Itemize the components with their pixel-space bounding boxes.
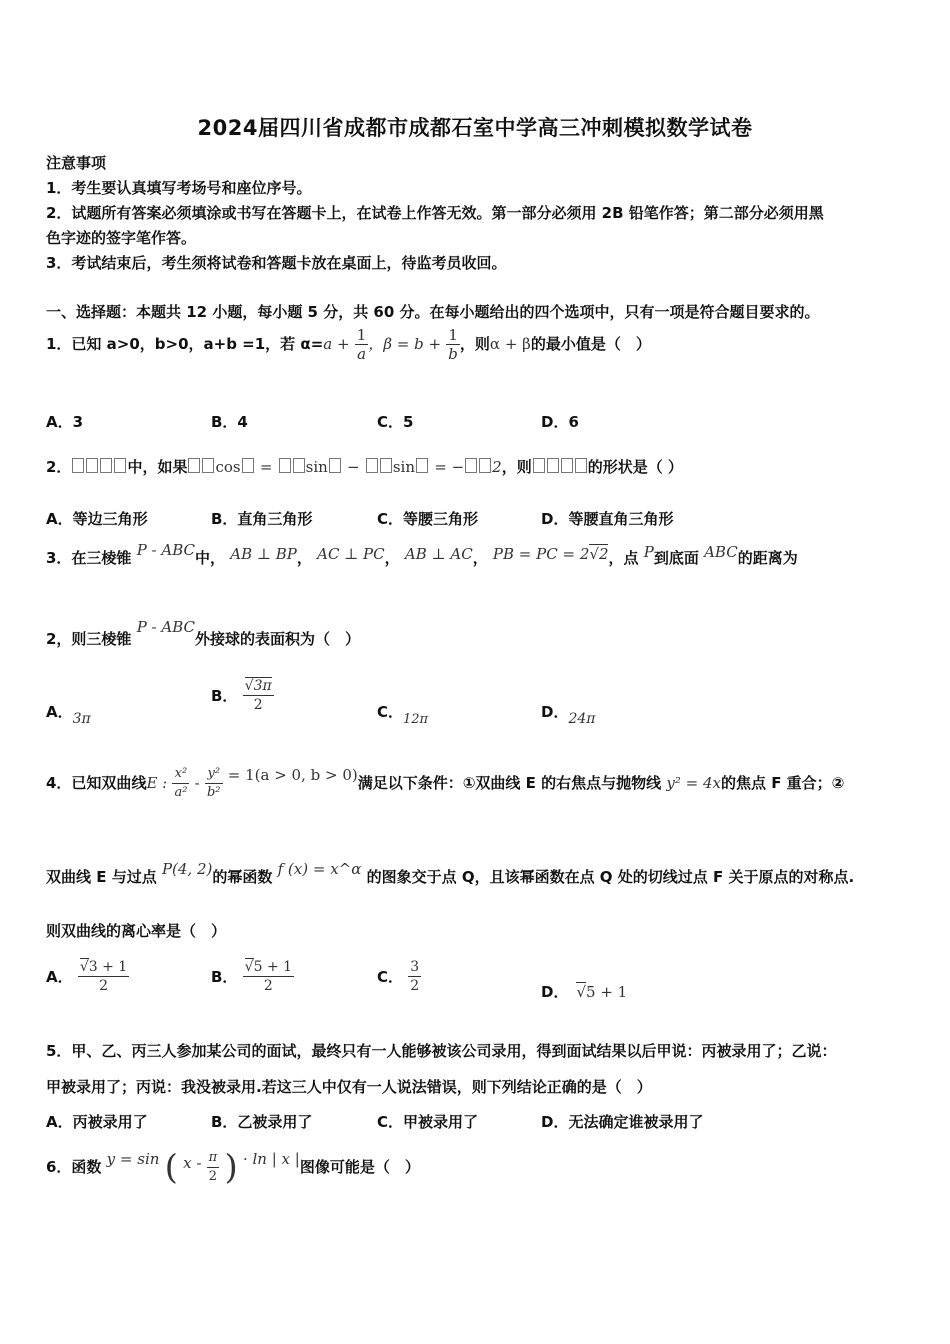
q6-paren-right: ) bbox=[224, 1147, 238, 1188]
missing-glyph-icon bbox=[242, 458, 254, 473]
q1-option-a: A．3 bbox=[46, 413, 84, 431]
q1-frac-b: $\frac{1}{b}$ bbox=[448, 326, 458, 363]
q1-option-b: B．4 bbox=[211, 413, 248, 431]
q3-option-b: B． $\frac{√3\pi}{2}$ bbox=[211, 678, 272, 713]
notice-item: 2．试题所有答案必须填涂或书写在答题卡上，在试卷上作答无效。第一部分必须用 2B 铅笔作答；第二部分必须用黑 bbox=[46, 204, 824, 222]
q5-option-a: A．丙被录用了 bbox=[46, 1113, 148, 1131]
missing-glyph-icon bbox=[575, 458, 587, 473]
missing-glyph-icon bbox=[380, 458, 392, 473]
q4-frac-x: $\frac{\text{x²}}{\text{a²}}$ bbox=[174, 766, 188, 800]
q4-line2c: 的图象交于点 Q，且该幂函数在点 Q 处的切线过点 F 关于原点的对称点. bbox=[366, 868, 855, 886]
q3-dian: ，点 bbox=[608, 549, 639, 567]
q1-sum: α + β bbox=[489, 335, 531, 353]
q5-option-c: C．甲被录用了 bbox=[377, 1113, 479, 1131]
q4-func: f (x) = x^α bbox=[277, 860, 362, 878]
q4-option-a: A． $\frac{√3 + 1}{2}$ bbox=[46, 959, 128, 994]
q3-dao: 到底面 bbox=[653, 549, 699, 567]
missing-glyph-icon bbox=[366, 458, 378, 473]
q2-eq2: = − bbox=[434, 458, 465, 476]
missing-glyph-icon bbox=[329, 458, 341, 473]
missing-glyph-icon bbox=[547, 458, 559, 473]
notice-item: 3．考试结束后，考生须将试卷和答题卡放在桌面上，待监考员收回。 bbox=[46, 254, 507, 272]
q3-option-d: D．24π bbox=[541, 703, 596, 727]
q1-pre: 1．已知 a>0，b>0，a+b =1，若 α= bbox=[46, 335, 324, 353]
q2-mid2: ，则 bbox=[501, 458, 532, 476]
q2-eq1: = bbox=[259, 458, 273, 476]
missing-glyph-icon bbox=[293, 458, 305, 473]
missing-glyph-icon bbox=[72, 458, 84, 473]
q3-pabc-2: P - ABC bbox=[136, 618, 195, 636]
q4-mid: 满足以下条件：①双曲线 E 的右焦点与抛物线 bbox=[357, 774, 662, 792]
q4-frac-y: $\frac{\text{y²}}{\text{b²}}$ bbox=[206, 766, 221, 800]
page-title: 2024届四川省成都市成都石室中学高三冲刺模拟数学试卷 bbox=[197, 116, 753, 140]
q3-p: P bbox=[643, 543, 654, 561]
q1-option-c: C．5 bbox=[377, 413, 414, 431]
q3-zhong: 中， bbox=[195, 549, 226, 567]
q2-option-d: D．等腰直角三角形 bbox=[541, 510, 674, 528]
missing-glyph-icon bbox=[114, 458, 126, 473]
missing-glyph-icon bbox=[533, 458, 545, 473]
q6-y: y = sin bbox=[106, 1150, 160, 1168]
missing-glyph-icon bbox=[416, 458, 428, 473]
q3-pabc: P - ABC bbox=[136, 541, 195, 559]
q4-option-d: D． √5 + 1 bbox=[541, 983, 628, 1001]
q3-juli: 的距离为 bbox=[737, 549, 798, 567]
question-5-line2: 甲被录用了；丙说：我没被录用.若这三人中仅有一人说法错误，则下列结论正确的是（ ） bbox=[46, 1078, 652, 1096]
q3-pre: 3．在三棱锥 bbox=[46, 549, 132, 567]
q3-option-c: C．12π bbox=[377, 703, 429, 727]
question-6 bbox=[46, 1145, 420, 1190]
question-4-line3: 则双曲线的离心率是（ ） bbox=[46, 922, 227, 940]
section-heading: 一、选择题：本题共 12 小题，每小题 5 分，共 60 分。在每小题给出的四个选项中，只有一项是符合题目要求的。 bbox=[46, 303, 820, 321]
q4-point: P(4, 2) bbox=[161, 860, 213, 878]
question-5-line1: 5．甲、乙、丙三人参加某公司的面试，最终只有一人能够被该公司录用，得到面试结果以后甲说：丙被录用了；乙说： bbox=[46, 1042, 837, 1060]
q6-paren-left: ( bbox=[164, 1147, 178, 1188]
q4-parab: y² = 4x bbox=[666, 774, 721, 792]
q2-option-b: B．直角三角形 bbox=[211, 510, 313, 528]
q1-post2: 的最小值是（ ） bbox=[530, 335, 651, 353]
q4-pre: 4．已知双曲线 bbox=[46, 774, 147, 792]
question-1 bbox=[46, 326, 651, 363]
q1-post1: ，则 bbox=[459, 335, 490, 353]
q2-sin1: sin bbox=[305, 458, 328, 476]
notice-heading: 注意事项 bbox=[46, 154, 107, 172]
q6-pre: 6．函数 bbox=[46, 1158, 102, 1176]
q2-minus: − bbox=[347, 458, 360, 476]
missing-glyph-icon bbox=[202, 458, 214, 473]
q6-x: x - bbox=[183, 1154, 202, 1172]
missing-glyph-icon bbox=[479, 458, 491, 473]
q3-abc: ABC bbox=[704, 543, 738, 561]
q3-c3: AB ⊥ AC bbox=[404, 545, 473, 563]
missing-glyph-icon bbox=[279, 458, 291, 473]
q1-option-d: D．6 bbox=[541, 413, 579, 431]
q2-option-c: C．等腰三角形 bbox=[377, 510, 479, 528]
q4-end: 的焦点 F 重合；② bbox=[720, 774, 845, 792]
q2-num: 2． bbox=[46, 458, 72, 476]
q3-c4: PB = PC = 2√2 bbox=[492, 545, 609, 563]
q1-beta-expr: ，β = b + bbox=[368, 335, 442, 353]
question-3: 3．在三棱锥 P - ABC中， AB ⊥ BP， AC ⊥ PC， AB ⊥ AC， PB = PC = 2√2，点 P到底面 ABC的距离为 bbox=[46, 541, 798, 567]
q2-cos: cos bbox=[215, 458, 241, 476]
q4-option-c: C． $\frac{3}{2}$ bbox=[377, 959, 420, 994]
question-4 bbox=[46, 763, 844, 803]
question-3-line2 bbox=[46, 618, 361, 649]
notice-item: 1．考生要认真填写考场号和座位序号。 bbox=[46, 179, 312, 197]
question-4-line2 bbox=[46, 860, 855, 887]
q4-line2a: 双曲线 E 与过点 bbox=[46, 868, 157, 886]
q2-two: 2 bbox=[492, 458, 502, 476]
q2-option-a: A．等边三角形 bbox=[46, 510, 148, 528]
q6-frac: $\frac{\pi}{2}$ bbox=[208, 1150, 218, 1184]
q1-frac-a: $\frac{1}{a}$ bbox=[356, 326, 367, 363]
q3-option-a: A．3π bbox=[46, 703, 91, 727]
q4-e: E : bbox=[146, 774, 168, 792]
q4-cond: = 1(a > 0, b > 0) bbox=[227, 766, 358, 784]
q3-line2b: 外接球的表面积为（ ） bbox=[195, 630, 361, 648]
notice-item: 色字迹的签字笔作答。 bbox=[46, 229, 197, 247]
q3-line2a: 2，则三棱锥 bbox=[46, 630, 132, 648]
q6-ln: · ln | x | bbox=[242, 1150, 300, 1168]
q2-mid1: 中，如果 bbox=[127, 458, 188, 476]
q2-post: 的形状是（ ） bbox=[587, 458, 683, 476]
missing-glyph-icon bbox=[100, 458, 112, 473]
q3-c2: AC ⊥ PC bbox=[317, 545, 385, 563]
q5-option-b: B．乙被录用了 bbox=[211, 1113, 313, 1131]
missing-glyph-icon bbox=[465, 458, 477, 473]
missing-glyph-icon bbox=[561, 458, 573, 473]
q3-c1: AB ⊥ BP bbox=[230, 545, 297, 563]
q4-minus: - bbox=[194, 774, 200, 792]
missing-glyph-icon bbox=[188, 458, 200, 473]
q2-sin2: sin bbox=[392, 458, 415, 476]
q1-alpha-expr: a + bbox=[323, 335, 350, 353]
q5-option-d: D．无法确定谁被录用了 bbox=[541, 1113, 704, 1131]
q4-option-b: B． $\frac{√5 + 1}{2}$ bbox=[211, 959, 293, 994]
question-2 bbox=[46, 456, 683, 477]
q6-post: 图像可能是（ ） bbox=[299, 1158, 420, 1176]
missing-glyph-icon bbox=[86, 458, 98, 473]
q4-line2b: 的幂函数 bbox=[212, 868, 273, 886]
